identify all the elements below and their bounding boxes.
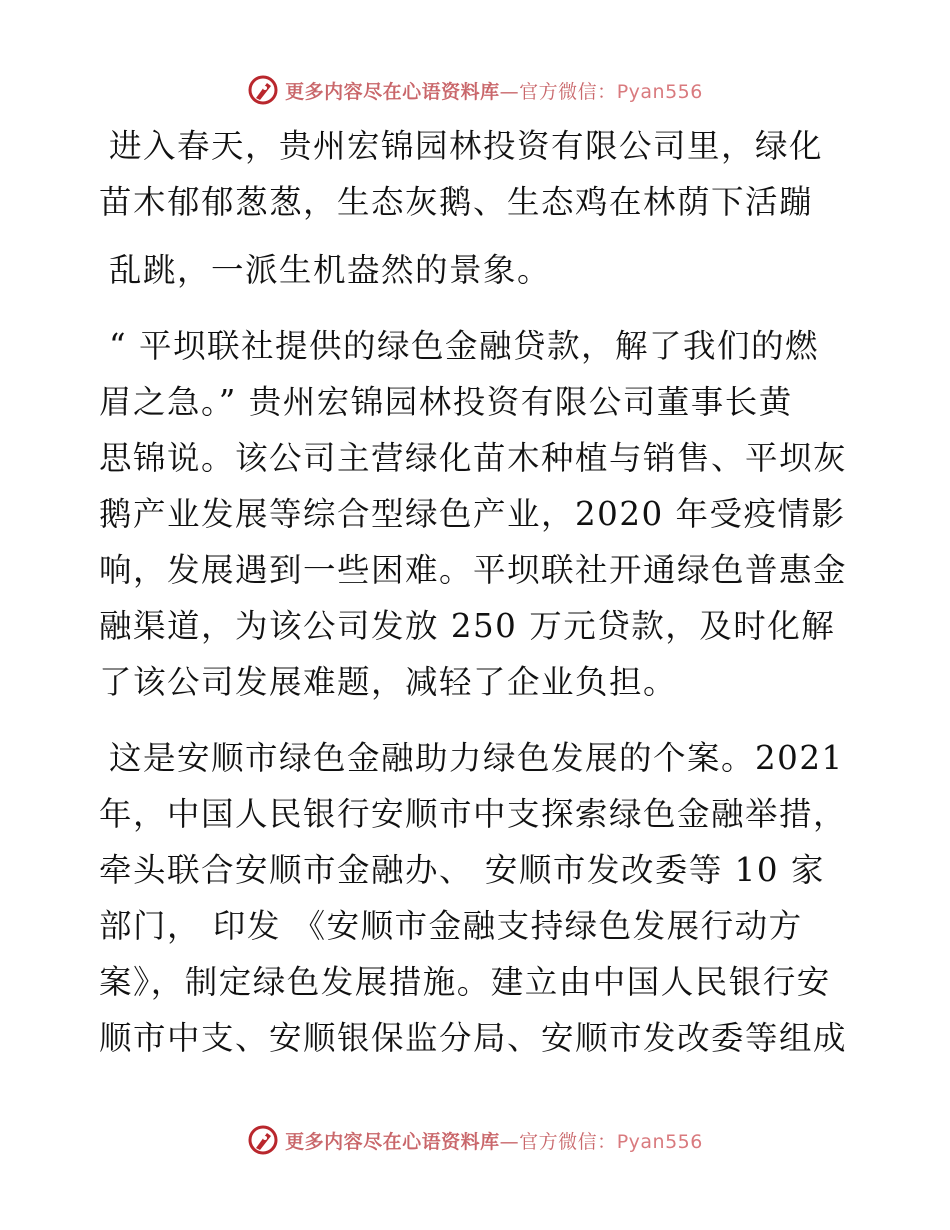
paragraph-line: 眉之急。” 贵州宏锦园林投资有限公司董事长黄 [99, 383, 793, 421]
paragraph-line: 了该公司发展难题，减轻了企业负担。 [99, 663, 678, 701]
paragraph-4 [99, 730, 859, 1066]
banner-main-text: 更多内容尽在心语资料库 [285, 1130, 500, 1153]
paragraph-line: 响，发展遇到一些困难。平坝联社开通绿色普惠金 [99, 551, 848, 589]
paragraph-line: 案》，制定绿色发展措施。建立由中国人民银行安 [99, 963, 831, 1001]
paragraph-line: 年，中国人民银行安顺市中支探索绿色金融举措， [99, 795, 848, 833]
paragraph-line: “ 平坝联社提供的绿色金融贷款，解了我们的燃 [109, 327, 819, 365]
paragraph-1 [99, 118, 859, 230]
paragraph-3 [99, 318, 859, 710]
pen-nib-logo-icon [247, 74, 279, 106]
banner-official-label: 官方微信： [519, 1130, 617, 1153]
paragraph-line: 这是安顺市绿色金融助力绿色发展的个案。2021 [109, 739, 844, 777]
paragraph-line: 进入春天，贵州宏锦园林投资有限公司里，绿化 [109, 127, 824, 165]
paragraph-2 [99, 242, 859, 298]
paragraph-line: 融渠道，为该公司发放 250 万元贷款，及时化解 [99, 607, 836, 645]
banner-dash: — [499, 80, 520, 103]
header-banner [0, 72, 950, 108]
banner-text [285, 77, 703, 104]
paragraph-line: 乱跳，一派生机盎然的景象。 [109, 251, 552, 289]
footer-banner [0, 1122, 950, 1158]
document-body [99, 118, 859, 1086]
banner-wechat-id: Pyan556 [616, 80, 703, 103]
paragraph-line: 牵头联合安顺市金融办、 安顺市发改委等 10 家 [99, 851, 825, 889]
banner-official-label: 官方微信： [519, 80, 617, 103]
banner-text [285, 1127, 703, 1154]
banner-dash: — [499, 1130, 520, 1153]
pen-nib-logo-icon [247, 1124, 279, 1156]
paragraph-line: 思锦说。该公司主营绿化苗木种植与销售、平坝灰 [99, 439, 848, 477]
banner-wechat-id: Pyan556 [616, 1130, 703, 1153]
paragraph-line: 苗木郁郁葱葱，生态灰鹅、生态鸡在林荫下活蹦 [99, 183, 814, 221]
paragraph-line: 顺市中支、安顺银保监分局、安顺市发改委等组成 [99, 1019, 848, 1057]
paragraph-line: 部门， 印发 《安顺市金融支持绿色发展行动方 [99, 907, 803, 945]
banner-main-text: 更多内容尽在心语资料库 [285, 80, 500, 103]
paragraph-line: 鹅产业发展等综合型绿色产业，2020 年受疫情影 [99, 495, 846, 533]
